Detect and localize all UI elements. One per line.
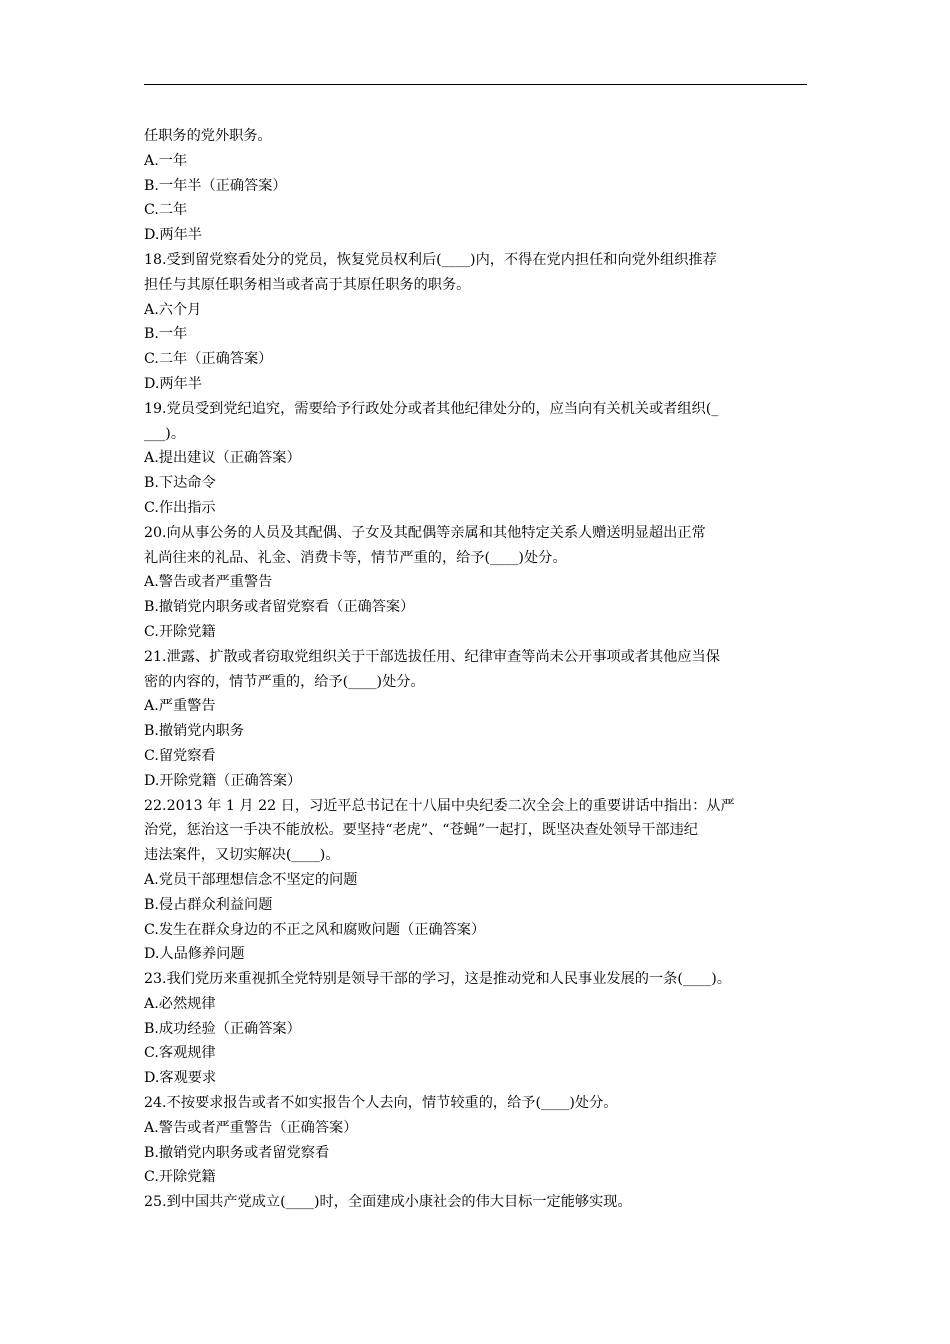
- text-line: 21.泄露、扩散或者窃取党组织关于干部选拔任用、纪律审查等尚未公开事项或者其他应当保: [144, 648, 720, 665]
- text-line: 22.2013 年 1 月 22 日，习近平总书记在十八届中央纪委二次全会上的重要讲话中指出：从严: [144, 797, 735, 814]
- text-line: 任职务的党外职务。: [144, 128, 272, 144]
- text-line: C.客观规律: [144, 1045, 216, 1062]
- text-line: B.撤销党内职务或者留党察看: [144, 1144, 330, 1161]
- text-line: C.二年（正确答案）: [144, 351, 273, 368]
- text-line: C.开除党籍: [144, 1169, 216, 1186]
- text-line: 25.到中国共产党成立(____)时，全面建成小康社会的伟大目标一定能够实现。: [144, 1194, 632, 1211]
- text-line: 24.不按要求报告或者不如实报告个人去向，情节较重的，给予(____)处分。: [144, 1095, 618, 1112]
- text-line: 23.我们党历来重视抓全党特别是领导干部的学习，这是推动党和人民事业发展的一条(____)。: [144, 971, 731, 988]
- text-line: C.留党察看: [144, 747, 216, 764]
- text-line: 担任与其原任职务相当或者高于其原任职务的职务。: [144, 276, 471, 293]
- header-rule: [144, 84, 807, 85]
- text-line: A.警告或者严重警告（正确答案）: [144, 1119, 358, 1136]
- text-line: A.提出建议（正确答案）: [144, 450, 301, 467]
- text-line: A.必然规律: [144, 995, 216, 1012]
- text-line: 违法案件，又切实解决(____)。: [144, 847, 340, 864]
- text-line: A.严重警告: [144, 698, 216, 715]
- text-line: D.客观要求: [144, 1070, 217, 1087]
- text-line: 治党，惩治这一手决不能放松。要坚持“老虎”、“苍蝇”一起打，既坚决查处领导干部违纪: [144, 822, 698, 839]
- text-line: B.一年半（正确答案）: [144, 177, 287, 194]
- text-line: B.下达命令: [144, 475, 216, 492]
- text-line: B.侵占群众利益问题: [144, 896, 273, 913]
- text-line: B.一年: [144, 326, 188, 343]
- text-line: D.开除党籍（正确答案）: [144, 772, 302, 789]
- text-line: A.六个月: [144, 301, 202, 318]
- text-line: D.两年半: [144, 375, 202, 392]
- text-line: A.警告或者严重警告: [144, 574, 273, 591]
- document-body: [144, 124, 807, 1215]
- text-line: C.开除党籍: [144, 623, 216, 640]
- text-line: A.一年: [144, 152, 188, 169]
- text-line: B.成功经验（正确答案）: [144, 1020, 301, 1037]
- text-line: 20.向从事公务的人员及其配偶、子女及其配偶等亲属和其他特定关系人赠送明显超出正常: [144, 524, 706, 541]
- text-line: 18.受到留党察看处分的党员，恢复党员权利后(____)内，不得在党内担任和向党外组织推荐: [144, 251, 717, 268]
- text-line: 礼尚往来的礼品、礼金、消费卡等，情节严重的，给予(____)处分。: [144, 549, 567, 566]
- text-line: A.党员干部理想信念不坚定的问题: [144, 871, 358, 888]
- text-line: C.作出指示: [144, 499, 216, 516]
- text-line: 19.党员受到党纪追究，需要给予行政处分或者其他纪律处分的，应当向有关机关或者组织(_: [144, 400, 719, 417]
- text-line: B.撤销党内职务: [144, 723, 245, 740]
- text-line: B.撤销党内职务或者留党察看（正确答案）: [144, 599, 415, 616]
- text-line: C.发生在群众身边的不正之风和腐败问题（正确答案）: [144, 921, 486, 938]
- text-line: C.二年: [144, 202, 188, 219]
- text-line: ___)。: [144, 425, 186, 442]
- text-line: D.人品修养问题: [144, 946, 245, 963]
- text-line: 密的内容的，情节严重的，给予(____)处分。: [144, 673, 425, 690]
- text-line: D.两年半: [144, 227, 202, 244]
